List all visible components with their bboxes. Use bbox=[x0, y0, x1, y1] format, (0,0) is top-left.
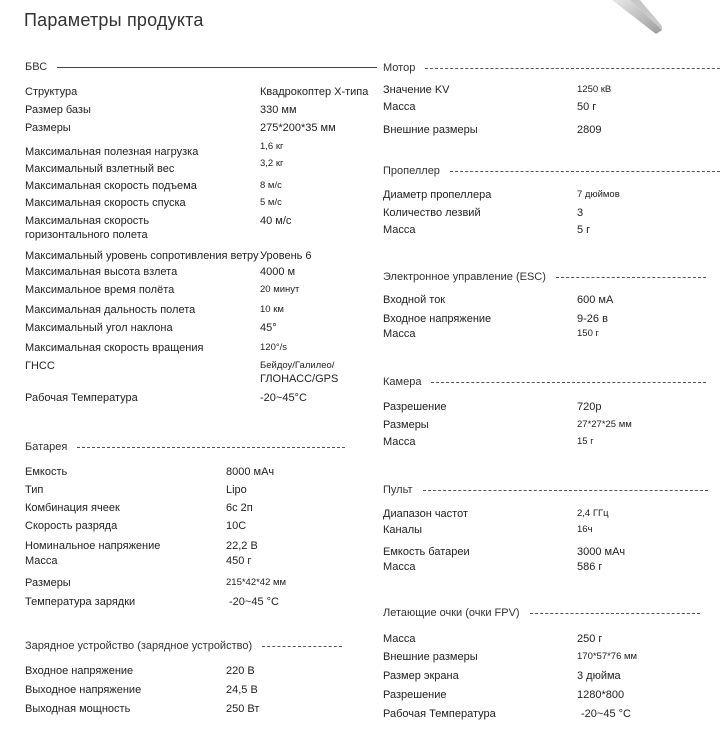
spec-label: Максимальный угол наклона bbox=[25, 322, 173, 334]
spec-value: 5 м/с bbox=[260, 197, 282, 208]
spec-label: Размер экрана bbox=[383, 670, 459, 682]
spec-value: 720р bbox=[577, 401, 602, 413]
spec-value: 4000 м bbox=[260, 266, 296, 278]
spec-value: 15 г bbox=[577, 436, 594, 447]
spec-label: Разрешение bbox=[383, 401, 447, 413]
spec-value: -20~45 °C bbox=[581, 708, 631, 720]
spec-label: Максимальная скорость подъема bbox=[25, 180, 197, 192]
section-header-propeller bbox=[383, 165, 720, 177]
spec-label: Входное напряжение bbox=[383, 313, 492, 325]
section-title-goggles: Летающие очки (очки FPV) bbox=[383, 607, 520, 619]
spec-value: 40 м/с bbox=[260, 215, 292, 227]
section-title-esc: Электронное управление (ESC) bbox=[383, 271, 546, 283]
spec-value: Уровень 6 bbox=[260, 250, 312, 262]
spec-label: Масса bbox=[383, 633, 416, 645]
drone-arm-image bbox=[600, 0, 670, 40]
spec-value: 9-26 в bbox=[577, 313, 608, 325]
spec-label: Значение KV bbox=[383, 84, 450, 96]
spec-label: Максимальная скорость спуска bbox=[25, 197, 186, 209]
spec-label: Рабочая Температура bbox=[25, 392, 138, 404]
spec-value: 1250 кВ bbox=[577, 84, 612, 95]
spec-label: Скорость разряда bbox=[25, 520, 118, 532]
section-divider bbox=[556, 277, 706, 278]
spec-label: Максимальная скорость bbox=[25, 215, 150, 227]
section-title-camera: Камера bbox=[383, 376, 422, 388]
section-divider bbox=[425, 68, 720, 69]
spec-value: 10 км bbox=[260, 304, 284, 315]
spec-value: 120°/s bbox=[260, 342, 288, 353]
spec-label: Диаметр пропеллера bbox=[383, 189, 492, 201]
spec-value: 45° bbox=[260, 322, 277, 334]
spec-value: 3 дюйма bbox=[577, 670, 621, 682]
section-title-remote: Пульт bbox=[383, 484, 413, 496]
spec-label: ГНСС bbox=[25, 360, 55, 372]
spec-value: -20~45 °C bbox=[229, 596, 279, 608]
spec-value: 27*27*25 мм bbox=[577, 419, 632, 430]
spec-value-cont: ГЛОНАСС/GPS bbox=[260, 373, 339, 385]
spec-label: Максимальная скорость вращения bbox=[25, 342, 204, 354]
spec-value: 1280*800 bbox=[577, 689, 625, 701]
spec-label: Входное напряжение bbox=[25, 665, 134, 677]
spec-value: 150 г bbox=[577, 328, 599, 339]
section-title-uav: БВС bbox=[25, 61, 48, 73]
spec-value: 50 г bbox=[577, 101, 597, 113]
spec-label: Емкость bbox=[25, 466, 68, 478]
spec-label: Емкость батареи bbox=[383, 546, 470, 558]
section-divider bbox=[431, 382, 706, 383]
section-header-charger bbox=[25, 640, 342, 652]
spec-label: Выходное напряжение bbox=[25, 684, 142, 696]
spec-value: Lipo bbox=[226, 484, 247, 496]
section-divider bbox=[423, 490, 708, 491]
section-header-uav bbox=[25, 61, 377, 73]
section-header-motor bbox=[383, 62, 720, 74]
spec-label: Размер базы bbox=[25, 104, 91, 116]
spec-label: Структура bbox=[25, 86, 78, 98]
spec-value: 450 г bbox=[226, 555, 252, 567]
spec-label: Максимальный взлетный вес bbox=[25, 163, 175, 175]
spec-value: 24,5 В bbox=[226, 684, 258, 696]
spec-label: Входной ток bbox=[383, 294, 446, 306]
spec-value: Бейдоу/Галилео/ bbox=[260, 360, 335, 371]
spec-label: Максимальная полезная нагрузка bbox=[25, 146, 199, 158]
spec-label: Диапазон частот bbox=[383, 508, 469, 520]
spec-label: Номинальное напряжение bbox=[25, 540, 161, 552]
spec-value: 1,6 кг bbox=[260, 141, 284, 152]
spec-label: Каналы bbox=[383, 524, 423, 536]
spec-label: Температура зарядки bbox=[25, 596, 136, 608]
spec-value: 16ч bbox=[577, 524, 593, 535]
spec-value: 275*200*35 мм bbox=[260, 122, 336, 134]
spec-label: Максимальный уровень сопротивления ветру bbox=[25, 250, 259, 262]
spec-label: Выходная мощность bbox=[25, 703, 131, 715]
section-divider bbox=[450, 171, 720, 172]
spec-label: Внешние размеры bbox=[383, 124, 478, 136]
spec-label: Размеры bbox=[25, 122, 71, 134]
section-title-charger: Зарядное устройство (зарядное устройство) bbox=[25, 640, 253, 652]
spec-value: 6с 2п bbox=[226, 502, 253, 514]
spec-value: 10С bbox=[226, 520, 247, 532]
section-header-esc bbox=[383, 271, 706, 283]
spec-value: 2809 bbox=[577, 124, 602, 136]
section-divider bbox=[262, 646, 342, 647]
spec-label: Максимальная дальность полета bbox=[25, 304, 196, 316]
spec-value: Квадрокоптер Х-типа bbox=[260, 86, 369, 98]
spec-value: 20 минут bbox=[260, 284, 300, 295]
spec-value: 600 мА bbox=[577, 294, 614, 306]
spec-value: 330 мм bbox=[260, 104, 297, 116]
spec-value: 8000 мАч bbox=[226, 466, 275, 478]
spec-label: Масса bbox=[383, 224, 416, 236]
section-divider bbox=[77, 447, 345, 448]
spec-value: 3000 мАч bbox=[577, 546, 626, 558]
spec-label: Разрешение bbox=[383, 689, 447, 701]
spec-value: 7 дюймов bbox=[577, 189, 620, 200]
spec-label: Количество лезвий bbox=[383, 207, 481, 219]
spec-value: 3 bbox=[577, 207, 584, 219]
spec-value: 250 г bbox=[577, 633, 603, 645]
spec-value: -20~45°C bbox=[260, 392, 307, 404]
spec-label: Тип bbox=[25, 484, 44, 496]
spec-label: Масса bbox=[383, 328, 416, 340]
section-header-remote bbox=[383, 484, 708, 496]
spec-value: 586 г bbox=[577, 561, 603, 573]
spec-value: 2,4 ГГц bbox=[577, 508, 609, 519]
spec-label: Рабочая Температура bbox=[383, 708, 496, 720]
section-header-goggles bbox=[383, 607, 700, 619]
section-title-propeller: Пропеллер bbox=[383, 165, 440, 177]
spec-label: Размеры bbox=[25, 577, 71, 589]
spec-value: 5 г bbox=[577, 224, 591, 236]
spec-value: 22,2 В bbox=[226, 540, 258, 552]
spec-value: 215*42*42 мм bbox=[226, 577, 287, 588]
section-divider bbox=[57, 67, 377, 68]
spec-label: Масса bbox=[383, 561, 416, 573]
section-divider bbox=[530, 613, 700, 614]
spec-label: Максимальное время полёта bbox=[25, 284, 175, 296]
section-header-camera bbox=[383, 376, 706, 388]
section-title-battery: Батарея bbox=[25, 441, 68, 453]
spec-label: Комбинация ячеек bbox=[25, 502, 120, 514]
spec-value: 3,2 кг bbox=[260, 158, 284, 169]
spec-value: 8 м/с bbox=[260, 180, 282, 191]
page-title: Параметры продукта bbox=[24, 10, 204, 30]
spec-label: Максимальная высота взлета bbox=[25, 266, 178, 278]
spec-label: Масса bbox=[383, 436, 416, 448]
section-title-motor: Мотор bbox=[383, 62, 416, 74]
spec-value: 220 В bbox=[226, 665, 255, 677]
spec-value: 250 Вт bbox=[226, 703, 260, 715]
spec-label: Масса bbox=[383, 101, 416, 113]
spec-label: Масса bbox=[25, 555, 58, 567]
spec-value: 170*57*76 мм bbox=[577, 651, 638, 662]
spec-label: Размеры bbox=[383, 419, 429, 431]
spec-label: Внешние размеры bbox=[383, 651, 478, 663]
section-header-battery bbox=[25, 441, 345, 453]
spec-label-cont: горизонтального полета bbox=[25, 229, 148, 241]
